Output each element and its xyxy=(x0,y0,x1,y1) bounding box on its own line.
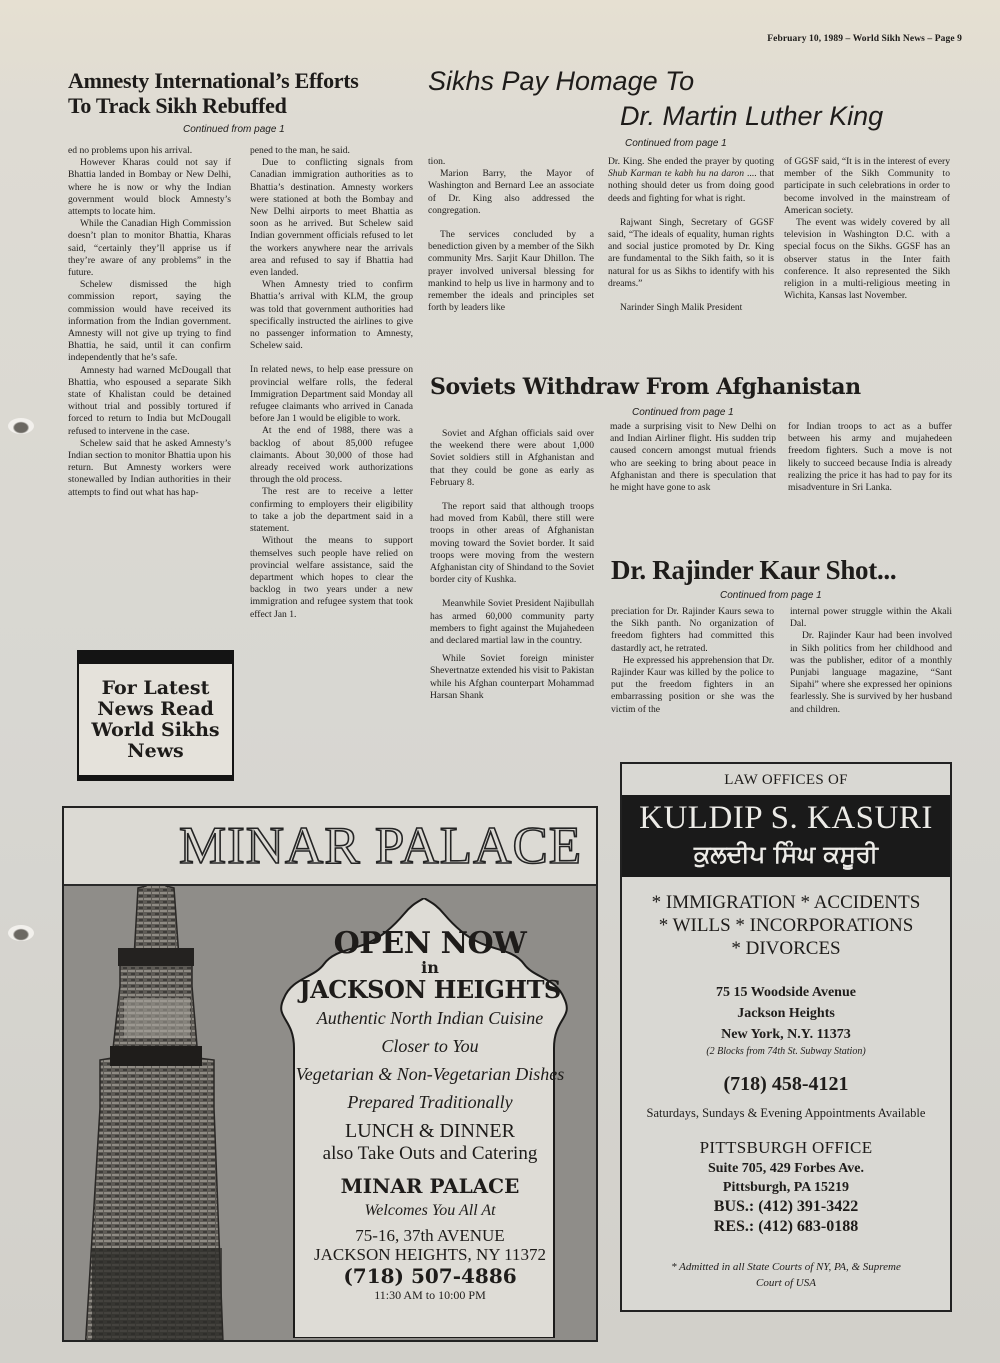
for-latest-news-box xyxy=(77,650,234,781)
paragraph: of GGSF said, “It is in the interest of every member of the Sikh Community to participate in such celebrations in order to become involved in the mainstream of American society. xyxy=(784,156,950,216)
soviets-column-1 xyxy=(430,428,594,702)
mlk-column-1 xyxy=(428,156,594,314)
lawyer-name: KULDIP S. KASURI xyxy=(639,800,933,836)
ny-phone: (718) 458-4121 xyxy=(723,1073,849,1095)
address-line-1: 75-16, 37th AVENUE xyxy=(355,1226,505,1245)
pittsburgh-office-title: PITTSBURGH OFFICE xyxy=(699,1138,873,1157)
paragraph: The rest are to receive a letter confirming to employers their eligibility to take a job the department said in a statement. xyxy=(250,486,413,535)
admitted-line-1: * Admitted in all State Courts of NY, PA, & Supreme xyxy=(671,1261,901,1273)
services-line-2: * WILLS * INCORPORATIONS xyxy=(658,915,914,936)
soviets-continued: Continued from page 1 xyxy=(632,407,734,418)
prepared-line: Prepared Traditionally xyxy=(347,1092,513,1112)
paragraph: internal power struggle within the Akali Dal. xyxy=(790,606,952,630)
text-run: .... that nothing should deter us from doing good deeds and fighting for what is right. xyxy=(608,168,774,204)
binder-hole xyxy=(8,925,34,941)
ny-address xyxy=(622,982,950,1045)
minar-phone: (718) 507-4886 xyxy=(343,1264,517,1288)
rajinder-headline: Dr. Rajinder Kaur Shot... xyxy=(611,555,897,585)
paragraph: The services concluded by a benediction given by a member of the Sikh community Mrs. Sarjit Kaur Dhillon. The prayer involved universal blessing for mankind to help us live in harmony and to remember the ideals and principles set forth by leaders like xyxy=(428,229,594,314)
minar-palace-name: MINAR PALACE xyxy=(340,1174,520,1198)
open-now-text: OPEN NOW xyxy=(333,926,527,961)
mlk-headline-line1: Sikhs Pay Homage To xyxy=(428,66,695,96)
closer-line: Closer to You xyxy=(381,1036,479,1056)
paragraph: He expressed his apprehension that Dr. Rajinder Kaur was killed by the police to put the freedom fighters in an embarrassing position or she was the victim of the xyxy=(611,654,774,715)
jackson-heights-text: JACKSON HEIGHTS xyxy=(299,975,561,1004)
paragraph: The event was widely covered by all television in Washington D.C. with a special focus on the Sikhs. GGSF has an observer status in the Inter faith conference. It also represented the Sikh religion in a multi-religious meeting in Wichita, Kansas last November. xyxy=(784,217,950,302)
paragraph: Due to conflicting signals from Canadian immigration authorities as to Bhattia’s destination. Amnesty workers were stationed at both the Bombay and New Delhi airports to meet Bhattia as soon as he arrived. But Schelew said Indian government officials refused to let the workers anywhere near the arrivals area and refused to say if Bhattia had even landed. xyxy=(250,157,413,279)
amnesty-continued: Continued from page 1 xyxy=(183,124,285,135)
paragraph: pened to the man, he said. xyxy=(250,145,350,156)
services-line-1: * IMMIGRATION * ACCIDENTS xyxy=(651,892,921,913)
pittsburgh-address-1: Suite 705, 429 Forbes Ave. xyxy=(707,1161,865,1176)
paragraph: Rajwant Singh, Secretary of GGSF said, “The ideals of equality, human rights and social justice promoted by Dr. King are fundamental to the Sikh faith, so it is natural for us as Sikhs to identify with his dreams.” xyxy=(608,216,774,289)
cuisine-line: Authentic North Indian Cuisine xyxy=(316,1008,544,1028)
minar-hours: 11:30 AM to 10:00 PM xyxy=(374,1288,486,1302)
paragraph: However Kharas could not say if Bhattia landed in Bombay or New Delhi, where he is now or why the Indian government would block Amnesty’s attempts to locate him. xyxy=(68,157,231,218)
amnesty-column-1 xyxy=(68,145,231,499)
law-offices-label: LAW OFFICES OF xyxy=(724,772,848,788)
minar-palace-ad xyxy=(62,806,598,1342)
minar-palace-title: MINAR PALACE xyxy=(179,817,583,875)
paragraph: In related news, to help ease pressure on provincial welfare rolls, the federal Immigration Department said Monday all refugee claimants who arrived in Canada before Jan 1 would be eligible to work. xyxy=(250,364,413,425)
admitted-note xyxy=(622,1259,950,1291)
paragraph: Meanwhile Soviet President Najibullah has armed 60,000 community party members to fight against the Mujahedeen and declared martial law in the country. xyxy=(430,598,594,647)
paragraph: for Indian troops to act as a buffer between his army and mujahedeen freedom fighters. Such a move is not likely to succeed because India is already realizing the price it has had to pay for its misadventure in Sri Lanka. xyxy=(788,421,952,494)
soviets-headline: Soviets Withdraw From Afghanistan xyxy=(430,374,861,400)
for-latest-news-text: For Latest News Read World Sikhs News xyxy=(91,676,220,762)
paragraph: preciation for Dr. Rajinder Kaurs sewa to the Sikh panth. No organization of freedom fighters had committed this dastardly act, he retrated. xyxy=(611,606,774,654)
paragraph: Marion Barry, the Mayor of Washington and Bernard Lee an associate of Dr. King also addressed the congregation. xyxy=(428,168,594,216)
name-band xyxy=(622,795,950,877)
appointment-hours: Saturdays, Sundays & Evening Appointments Available xyxy=(646,1106,926,1120)
paragraph: made a surprising visit to New Delhi on and Indian Airliner flight. His sudden trip caused concern amongst mutual friends who are seeking to bring about peace in Afghanistan and there is speculation that he might have gone to ask xyxy=(610,421,776,494)
lawyer-name-punjabi: ਕੁਲਦੀਪ ਸਿੰਘ ਕਸੂਰੀ xyxy=(694,840,878,868)
takeout-text: also Take Outs and Catering xyxy=(322,1143,538,1164)
services-line-3: * DIVORCES xyxy=(731,938,841,959)
paragraph: The report said that although troops had moved from Kabûl, there still were troops in other areas of Afghanistan moving toward the Soviet border. It said troops were moving from the western Afghanistan city of Shindand to the Soviet border city of Kushka. xyxy=(430,501,594,586)
mlk-column-2 xyxy=(608,156,774,314)
paragraph: Without the means to support themselves such people have relied on provincial welfare assistance, said the department which hopes to clear the backlog in two years under a new immigration and refugee system that took effect Jan 1. xyxy=(250,535,413,620)
paragraph: Soviet and Afghan officials said over the weekend there were about 1,000 Soviet soldiers still in Afghanistan and that they could be gone as early as February 8. xyxy=(430,428,594,488)
running-head: February 10, 1989 – World Sikh News – Page 9 xyxy=(767,34,962,44)
law-offices-ad xyxy=(620,762,952,1312)
lunch-dinner-text: LUNCH & DINNER xyxy=(345,1120,515,1142)
subway-note: (2 Blocks from 74th St. Subway Station) xyxy=(706,1046,866,1057)
soviets-column-3 xyxy=(788,421,952,494)
paragraph: Narinder Singh Malik President xyxy=(620,302,743,314)
dishes-line: Vegetarian & Non-Vegetarian Dishes xyxy=(295,1064,565,1084)
amnesty-headline-line2: To Track Sikh Rebuffed xyxy=(68,93,287,118)
ny-address-line-3: New York, N.Y. 11373 xyxy=(721,1027,851,1042)
text-run: Dr. King. She ended the prayer by quoting xyxy=(608,156,774,167)
quoted-prayer: Shub Karman te kabh hu na daron xyxy=(608,168,744,180)
soviets-column-2 xyxy=(610,421,776,494)
paragraph: While Soviet foreign minister Shevertnatze extended his visit to Pakistan while his Afghan counterpart Mohammad Harsan Shank xyxy=(430,653,594,701)
mlk-column-3 xyxy=(784,156,950,302)
paragraph: When Amnesty tried to confirm Bhattia’s arrival with KLM, the group was told that government authorities had specifically instructed the airlines to give no passenger information to Amnesty, Schelew said. xyxy=(250,279,413,352)
paragraph: Dr. Rajinder Kaur had been involved in Sikh politics from her childhood and was the publisher, editor of a monthly Punjabi language magazine, “Sant Sipahi” where she expressed her opinions fearlessly. She is survived by her husband and children. xyxy=(790,630,952,715)
pittsburgh-res-phone: RES.: (412) 683-0188 xyxy=(713,1218,859,1235)
amnesty-column-2 xyxy=(250,145,413,621)
paragraph: Schelew dismissed the high commission report, saying the commission would have received its information from the Indian government. Amnesty will not give up trying to find Bhattia, he said, until it can confirm independently that he’s safe. xyxy=(68,279,231,364)
welcome-text: Welcomes You All At xyxy=(364,1202,496,1219)
mlk-continued: Continued from page 1 xyxy=(625,138,727,149)
services-list xyxy=(622,891,950,960)
rajinder-column-1 xyxy=(611,606,774,716)
ny-address-line-1: 75 15 Woodside Avenue xyxy=(716,985,856,1000)
paragraph: At the end of 1988, there was a backlog of about 85,000 refugee claimants. About 30,000 of those had already received work authorizations through the old process. xyxy=(250,425,413,486)
rajinder-column-2 xyxy=(790,606,952,716)
paragraph: tion. xyxy=(428,156,446,167)
paragraph: While the Canadian High Commission doesn’t plan to monitor Bhattia, Kharas said, “certainly they’ll apprise us if they’re aware of any problems” in the future. xyxy=(68,218,231,279)
paragraph: ed no problems upon his arrival. xyxy=(68,145,193,156)
paragraph: Schelew said that he asked Amnesty’s Indian section to monitor Bhattia upon his return. But Amnesty workers were stonewalled by Indian authorities in their attempts to find out what has hap- xyxy=(68,437,231,498)
ny-address-line-2: Jackson Heights xyxy=(737,1006,835,1021)
address-line-2: JACKSON HEIGHTS, NY 11372 xyxy=(313,1245,547,1264)
pittsburgh-bus-phone: BUS.: (412) 391-3422 xyxy=(713,1198,859,1215)
minar-ad-content xyxy=(280,928,580,1302)
mlk-headline-line2: Dr. Martin Luther King xyxy=(620,101,884,131)
amnesty-headline-line1: Amnesty International’s Efforts xyxy=(68,68,359,93)
paragraph: Amnesty had warned McDougall that Bhattia, who espoused a separate Sikh state of Khalistan could be detained without trial and possibly tortured if forced to return to India but McDougall refused to intervene in the case. xyxy=(68,364,231,437)
admitted-line-2: Court of USA xyxy=(756,1277,816,1289)
binder-hole xyxy=(8,418,34,434)
amnesty-headline xyxy=(68,68,359,118)
pittsburgh-address-2: Pittsburgh, PA 15219 xyxy=(722,1180,850,1195)
paragraph xyxy=(608,156,774,205)
rajinder-continued: Continued from page 1 xyxy=(720,590,822,601)
in-text: in xyxy=(421,958,439,977)
